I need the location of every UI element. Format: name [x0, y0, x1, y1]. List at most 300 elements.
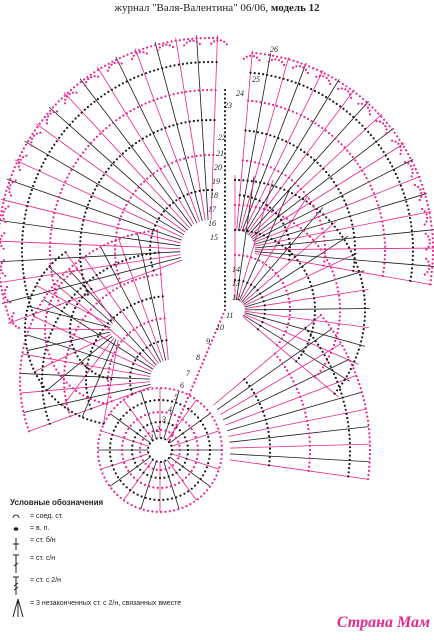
- chain-dot: [265, 264, 267, 266]
- chain-dot: [400, 149, 402, 151]
- chain-dot: [11, 315, 13, 317]
- chain-dot: [316, 162, 318, 164]
- chain-dot: [305, 69, 307, 71]
- chain-dot: [181, 391, 183, 393]
- chain-dot: [123, 309, 125, 311]
- row-number: 2: [156, 425, 160, 434]
- chain-dot: [28, 301, 30, 303]
- chain-dot: [97, 336, 99, 338]
- chain-dot: [123, 208, 125, 210]
- chain-dot: [305, 194, 307, 196]
- chain-dot: [264, 313, 266, 315]
- chain-dot: [59, 277, 61, 279]
- chain-dot: [353, 236, 355, 238]
- chain-dot: [52, 111, 54, 113]
- chain-dot: [116, 232, 118, 234]
- chain-dot: [27, 306, 29, 308]
- chain-dot: [325, 216, 327, 218]
- chain-dot: [254, 72, 256, 74]
- chain-dot: [212, 154, 214, 156]
- chain-dot: [60, 375, 62, 377]
- chain-dot: [340, 393, 342, 395]
- chain-dot: [286, 369, 288, 371]
- chain-dot: [56, 110, 58, 112]
- chain-dot: [152, 99, 154, 101]
- chain-dot: [339, 232, 341, 234]
- chain-dot: [305, 346, 307, 348]
- chain-dot: [47, 340, 49, 342]
- chain-dot: [296, 225, 298, 227]
- chain-dot: [147, 447, 149, 449]
- chain-dot: [146, 135, 148, 137]
- chain-dot: [238, 204, 240, 206]
- chain-dot: [52, 106, 54, 108]
- chain-dot: [196, 374, 198, 376]
- chain-dot: [285, 330, 287, 332]
- chain-dot: [98, 438, 100, 440]
- chain-dot: [364, 320, 366, 322]
- chain-dot: [122, 82, 124, 84]
- chain-dot: [75, 413, 77, 415]
- chain-dot: [412, 238, 414, 240]
- chain-dot: [331, 135, 333, 137]
- chain-dot: [63, 184, 65, 186]
- chain-dot: [330, 352, 332, 354]
- chain-dot: [82, 318, 84, 320]
- chain-dot: [41, 119, 43, 121]
- chain-dot: [108, 388, 110, 390]
- chain-dot: [338, 385, 340, 387]
- chain-dot: [348, 434, 350, 436]
- chain-dot: [25, 289, 27, 291]
- chain-dot: [114, 253, 116, 255]
- chain-dot: [122, 483, 124, 485]
- chain-dot: [206, 466, 208, 468]
- chain-dot: [139, 451, 141, 453]
- chain-dot: [205, 119, 207, 121]
- chain-dot: [95, 339, 97, 341]
- chain-dot: [183, 493, 185, 495]
- chain-dot: [172, 464, 174, 466]
- chain-dot: [106, 377, 108, 379]
- chain-dot: [314, 314, 316, 316]
- chain-dot: [319, 75, 321, 77]
- chain-dot: [413, 164, 415, 166]
- chain-dot: [203, 359, 205, 361]
- chain-dot: [280, 219, 282, 221]
- chain-dot: [186, 62, 188, 64]
- chain-dot: [332, 331, 334, 333]
- chain-dot: [115, 426, 117, 428]
- chain-dot: [51, 225, 53, 227]
- chain-dot: [272, 55, 274, 57]
- chain-dot: [155, 477, 157, 479]
- chain-dot: [238, 179, 240, 181]
- chain-dot: [328, 324, 330, 326]
- chain-dot: [44, 116, 46, 118]
- chain-icon: [10, 523, 24, 535]
- chain-dot: [356, 352, 358, 354]
- chain-dot: [153, 69, 155, 71]
- chain-dot: [276, 56, 278, 58]
- chain-dot: [90, 196, 92, 198]
- chain-dot: [269, 134, 271, 136]
- chain-dot: [119, 285, 121, 287]
- chain-dot: [160, 437, 162, 439]
- chain-dot: [31, 319, 33, 321]
- chain-dot: [369, 453, 371, 455]
- chain-dot: [354, 257, 356, 259]
- chain-dot: [21, 247, 23, 249]
- chain-dot: [410, 276, 412, 278]
- chain-dot: [55, 204, 57, 206]
- chain-dot: [328, 132, 330, 134]
- chain-dot: [295, 65, 297, 67]
- chain-dot: [22, 268, 24, 270]
- chain-dot: [25, 144, 27, 146]
- chain-dot: [331, 222, 333, 224]
- chain-dot: [316, 212, 318, 214]
- chain-dot: [117, 62, 119, 64]
- chain-dot: [199, 61, 201, 63]
- chain-dot: [200, 478, 202, 480]
- chain-dot: [75, 162, 77, 164]
- chain-dot: [324, 248, 326, 250]
- chain-dot: [234, 204, 236, 206]
- chain-dot: [44, 328, 46, 330]
- chain-dot: [98, 181, 100, 183]
- chain-dot: [278, 59, 280, 61]
- chain-dot: [42, 394, 44, 396]
- chain-dot: [116, 287, 118, 289]
- chain-dot: [352, 254, 354, 256]
- chain-dot: [366, 416, 368, 418]
- chain-dot: [352, 156, 354, 158]
- chain-dot: [347, 421, 349, 423]
- chain-dot: [282, 282, 284, 284]
- chain-dot: [224, 203, 226, 205]
- chain-dot: [332, 270, 334, 272]
- chain-dot: [1, 235, 3, 237]
- chain-dot: [87, 78, 89, 80]
- chain-dot: [255, 232, 257, 234]
- chain-dot: [8, 182, 10, 184]
- chain-dot: [91, 370, 93, 372]
- chain-dot: [234, 179, 236, 181]
- chain-dot: [142, 138, 144, 140]
- chain-dot: [280, 278, 282, 280]
- chain-dot: [301, 400, 303, 402]
- chain-dot: [333, 274, 335, 276]
- chain-dot: [54, 288, 56, 290]
- chain-dot: [175, 472, 177, 474]
- chain-dot: [337, 188, 339, 190]
- chain-dot: [148, 413, 150, 415]
- chain-dot: [216, 39, 218, 41]
- chain-dot: [357, 103, 359, 105]
- chain-dot: [156, 274, 158, 276]
- chain-dot: [259, 403, 261, 405]
- chain-dot: [36, 133, 38, 135]
- chain-dot: [22, 234, 24, 236]
- chain-dot: [242, 229, 244, 231]
- chain-dot: [260, 101, 262, 103]
- chain-dot: [318, 125, 320, 127]
- row-number: 5: [174, 393, 178, 402]
- chain-dot: [316, 69, 318, 71]
- chain-dot: [139, 469, 141, 471]
- chain-dot: [339, 311, 341, 313]
- chain-dot: [143, 231, 145, 233]
- chain-dot: [93, 305, 95, 307]
- chain-dot: [113, 316, 115, 318]
- chain-dot: [147, 275, 149, 277]
- chain-dot: [170, 445, 172, 447]
- chain-dot: [41, 275, 43, 277]
- chain-dot: [66, 353, 68, 355]
- chain-dot: [281, 338, 283, 340]
- chain-dot: [283, 78, 285, 80]
- chain-dot: [49, 250, 51, 252]
- chain-dot: [168, 125, 170, 127]
- chain-dot: [148, 101, 150, 103]
- chain-dot: [162, 399, 164, 401]
- chain-dot: [203, 405, 205, 407]
- chain-dot: [167, 164, 169, 166]
- chain-dot: [224, 296, 226, 298]
- chain-dot: [352, 367, 354, 369]
- chain-dot: [300, 114, 302, 116]
- chain-dot: [64, 406, 66, 408]
- chain-dot: [58, 372, 60, 374]
- chain-dot: [108, 66, 110, 68]
- chain-dot: [342, 397, 344, 399]
- chain-dot: [175, 160, 177, 162]
- chain-dot: [156, 387, 158, 389]
- chain-dot: [118, 344, 120, 346]
- chain-dot: [38, 379, 40, 381]
- chain-dot: [312, 205, 314, 207]
- chain-dot: [0, 285, 2, 287]
- stitch-line: [80, 79, 192, 226]
- chain-dot: [337, 140, 339, 142]
- chain-dot: [253, 392, 255, 394]
- chain-dot: [159, 421, 161, 423]
- chain-dot: [307, 277, 309, 279]
- chain-dot: [94, 188, 96, 190]
- chain-dot: [49, 246, 51, 248]
- chain-dot: [325, 129, 327, 131]
- chain-dot: [4, 289, 6, 291]
- chain-dot: [61, 282, 63, 284]
- chain-dot: [6, 286, 8, 288]
- chain-dot: [135, 190, 137, 192]
- chain-dot: [304, 327, 306, 329]
- stitch-line: [252, 143, 404, 239]
- chain-dot: [364, 315, 366, 317]
- chain-dot: [299, 83, 301, 85]
- chain-dot: [314, 90, 316, 92]
- chain-dot: [273, 136, 275, 138]
- chain-dot: [151, 265, 153, 267]
- chain-dot: [184, 436, 186, 438]
- chain-dot: [211, 416, 213, 418]
- chain-dot: [270, 75, 272, 77]
- chain-dot: [88, 252, 90, 254]
- chain-dot: [358, 122, 360, 124]
- chain-dot: [324, 363, 326, 365]
- chain-dot: [224, 258, 226, 260]
- chain-dot: [425, 248, 427, 250]
- chain-dot: [343, 401, 345, 403]
- chain-dot: [275, 212, 277, 214]
- chain-dot: [358, 383, 360, 385]
- chain-dot: [207, 462, 209, 464]
- chain-dot: [302, 85, 304, 87]
- chain-dot: [338, 81, 340, 83]
- chain-dot: [191, 470, 193, 472]
- chain-dot: [64, 251, 66, 253]
- chain-dot: [133, 406, 135, 408]
- chain-dot: [87, 363, 89, 365]
- chain-dot: [46, 113, 48, 115]
- chain-dot: [224, 292, 226, 294]
- chain-dot: [173, 93, 175, 95]
- chain-dot: [288, 177, 290, 179]
- chain-dot: [425, 196, 427, 198]
- chain-dot: [1, 206, 3, 208]
- chain-dot: [183, 195, 185, 197]
- chain-dot: [354, 249, 356, 251]
- chain-dot: [364, 128, 366, 130]
- chain-dot: [65, 399, 67, 401]
- chain-dot: [116, 347, 118, 349]
- chain-dot: [118, 277, 120, 279]
- chain-dot: [132, 145, 134, 147]
- chain-dot: [22, 347, 24, 349]
- chain-dot: [349, 446, 351, 448]
- chain-dot: [323, 265, 325, 267]
- chain-dot: [169, 388, 171, 390]
- chain-dot: [72, 121, 74, 123]
- chain-dot: [283, 189, 285, 191]
- chain-dot: [369, 457, 371, 459]
- chain-dot: [224, 245, 226, 247]
- chain-dot: [160, 214, 162, 216]
- chain-dot: [48, 392, 50, 394]
- chain-dot: [158, 399, 160, 401]
- chain-dot: [310, 333, 312, 335]
- chain-dot: [349, 215, 351, 217]
- chain-dot: [82, 152, 84, 154]
- chain-dot: [74, 294, 76, 296]
- stitch-line: [7, 179, 182, 240]
- chain-dot: [9, 184, 11, 186]
- row-number: 14: [232, 265, 240, 274]
- chain-dot: [282, 362, 284, 364]
- chain-dot: [52, 279, 54, 281]
- chain-dot: [164, 165, 166, 167]
- row-number: 19: [212, 177, 220, 186]
- chain-dot: [152, 412, 154, 414]
- chain-dot: [44, 337, 46, 339]
- chain-dot: [352, 90, 354, 92]
- legend-label: = ст. с/н: [30, 555, 56, 562]
- chain-dot: [64, 361, 66, 363]
- chain-dot: [51, 329, 53, 331]
- chain-dot: [119, 219, 121, 221]
- chain-dot: [35, 177, 37, 179]
- row-number: 22: [218, 133, 226, 142]
- chain-dot: [31, 145, 33, 147]
- chain-dot: [105, 294, 107, 296]
- chain-dot: [351, 364, 353, 366]
- chain-dot: [0, 223, 1, 225]
- chain-dot: [396, 135, 398, 137]
- chain-dot: [338, 324, 340, 326]
- chain-dot: [19, 385, 21, 387]
- chain-dot: [127, 235, 129, 237]
- chain-dot: [123, 283, 125, 285]
- chain-dot: [52, 216, 54, 218]
- chain-dot: [139, 232, 141, 234]
- chain-dot: [202, 89, 204, 91]
- chain-dot: [7, 205, 9, 207]
- chain-dot: [350, 97, 352, 99]
- chain-dot: [204, 154, 206, 156]
- chain-dot: [180, 412, 182, 414]
- chain-dot: [137, 75, 139, 77]
- chain-dot: [193, 397, 195, 399]
- chain-dot: [81, 269, 83, 271]
- chain-dot: [384, 125, 386, 127]
- chain-dot: [136, 418, 138, 420]
- chain-dot: [168, 422, 170, 424]
- chain-dot: [131, 234, 133, 236]
- chain-dot: [324, 354, 326, 356]
- chain-dot: [162, 295, 164, 297]
- chain-dot: [22, 272, 24, 274]
- chain-dot: [255, 181, 257, 183]
- chain-dot: [114, 351, 116, 353]
- chain-dot: [90, 74, 92, 76]
- chain-dot: [200, 402, 202, 404]
- chain-dot: [121, 62, 123, 64]
- chain-dot: [185, 91, 187, 93]
- chain-dot: [204, 37, 206, 39]
- chain-dot: [25, 422, 27, 424]
- chain-dot: [71, 297, 73, 299]
- chain-dot: [69, 415, 71, 417]
- chain-dot: [175, 40, 177, 42]
- chain-dot: [131, 58, 133, 60]
- chain-dot: [296, 146, 298, 148]
- chain-dot: [179, 39, 181, 41]
- chain-dot: [108, 168, 110, 170]
- chain-dot: [46, 268, 48, 270]
- chain-dot: [99, 272, 101, 274]
- chain-dot: [102, 130, 104, 132]
- chain-dot: [57, 200, 59, 202]
- chain-dot: [117, 223, 119, 225]
- chain-dot: [193, 466, 195, 468]
- chain-dot: [255, 100, 257, 102]
- chain-dot: [172, 46, 174, 48]
- chain-dot: [148, 485, 150, 487]
- chain-dot: [182, 432, 184, 434]
- chain-dot: [26, 293, 28, 295]
- chain-dot: [149, 344, 151, 346]
